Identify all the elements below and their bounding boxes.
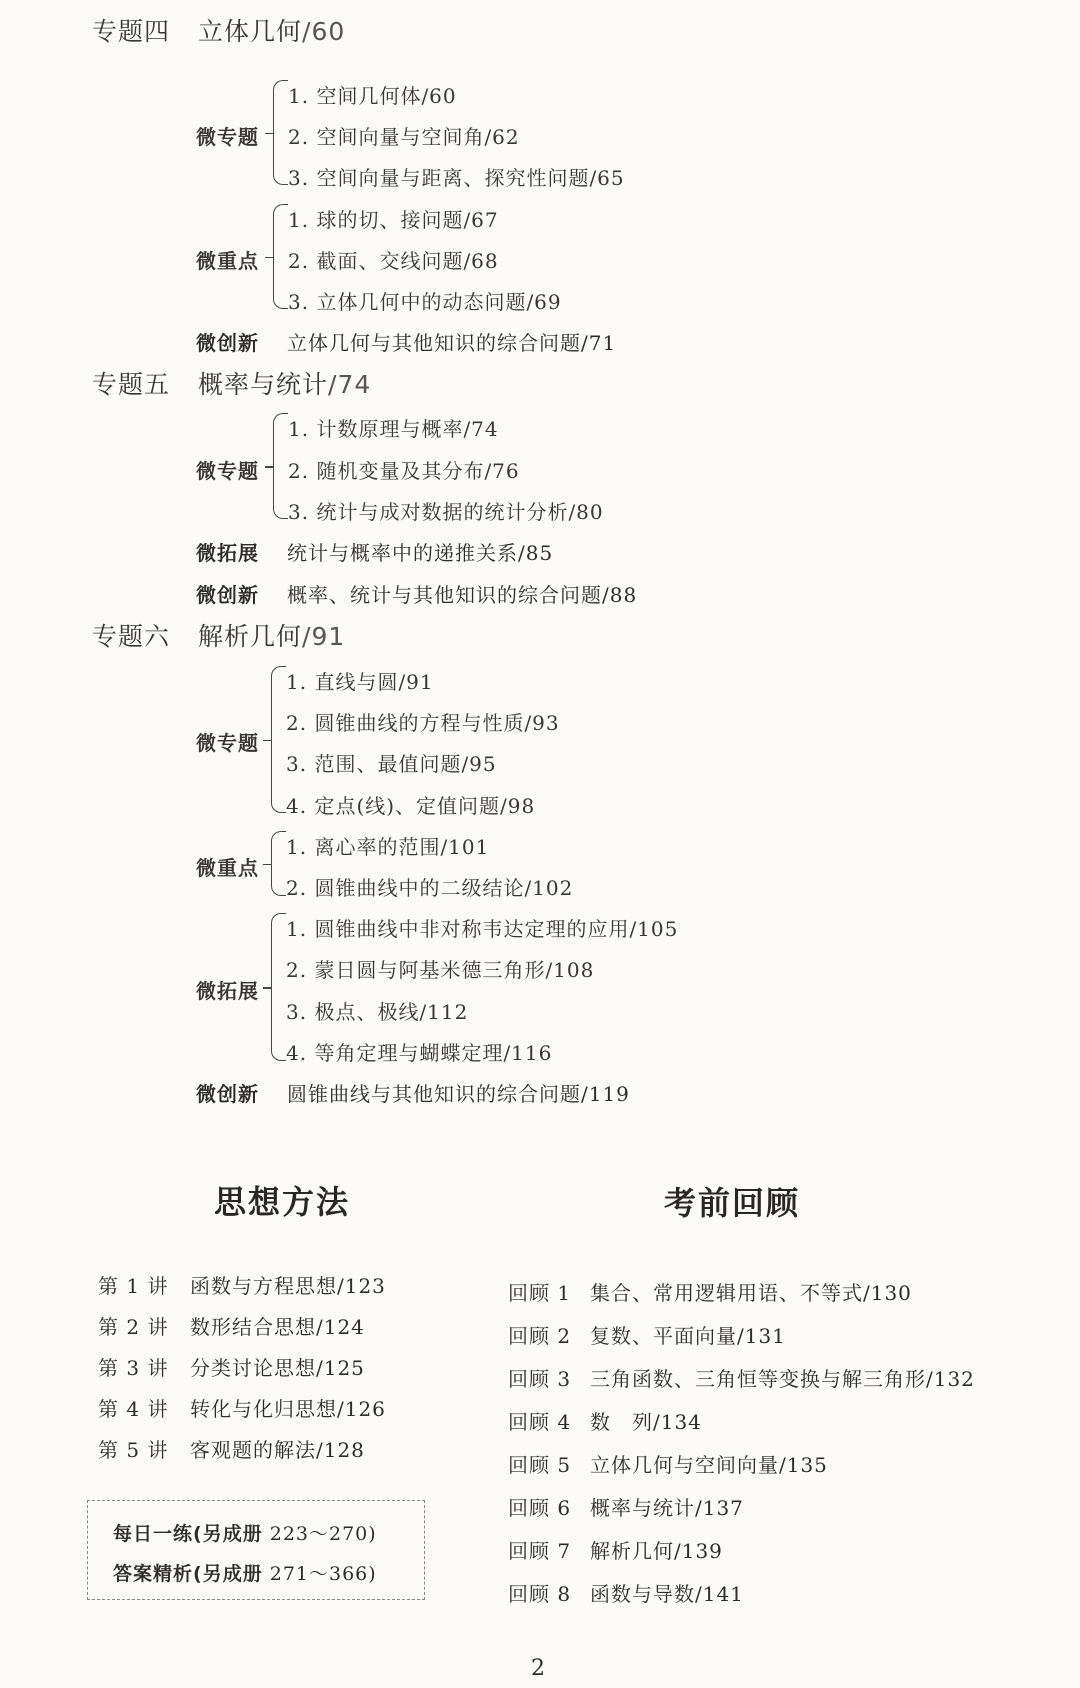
toc-item: 1. 圆锥曲线中非对称韦达定理的应用/105 [286, 917, 679, 941]
lecture-row [98, 1393, 386, 1422]
toc-item: 1. 离心率的范围/101 [286, 835, 490, 859]
group-label: 微专题 [196, 731, 259, 755]
review-title: 解析几何/139 [590, 1539, 723, 1563]
answer-line [113, 1559, 377, 1586]
review-row [508, 1406, 702, 1435]
group-label: 微重点 [196, 856, 259, 880]
toc-item: 4. 定点(线)、定值问题/98 [286, 794, 536, 818]
review-title: 立体几何与空间向量/135 [590, 1453, 828, 1477]
lecture-number: 第 5 讲 [98, 1438, 169, 1462]
toc-item: 4. 等角定理与蝴蝶定理/116 [286, 1041, 553, 1065]
toc-item-text: 圆锥曲线与其他知识的综合问题/119 [287, 1082, 630, 1106]
group-label: 微拓展 [196, 541, 259, 565]
supplement-box [87, 1500, 425, 1600]
toc-item: 2. 圆锥曲线的方程与性质/93 [286, 711, 560, 735]
review-number: 回顾 4 [508, 1410, 572, 1434]
group-label: 微拓展 [196, 979, 259, 1003]
toc-single-item [196, 1078, 630, 1107]
lecture-title: 函数与方程思想/123 [190, 1274, 386, 1298]
toc-item: 2. 随机变量及其分布/76 [288, 459, 520, 483]
answer-rest: (另成册 [193, 1563, 263, 1585]
toc-item-text: 立体几何与其他知识的综合问题/71 [287, 331, 617, 355]
page-number: 2 [531, 1656, 545, 1681]
review-heading: 考前回顾 [664, 1184, 801, 1222]
review-title: 概率与统计/137 [590, 1496, 744, 1520]
group-label: 微重点 [196, 249, 259, 273]
toc-item: 2. 圆锥曲线中的二级结论/102 [286, 876, 574, 900]
toc-single-item [196, 327, 616, 356]
lecture-number: 第 1 讲 [98, 1274, 169, 1298]
review-row [508, 1277, 912, 1306]
review-title: 复数、平面向量/131 [590, 1324, 786, 1348]
review-number: 回顾 6 [508, 1496, 572, 1520]
toc-item: 2. 蒙日圆与阿基米德三角形/108 [286, 958, 595, 982]
brace [271, 913, 286, 1061]
toc-item-text: 概率、统计与其他知识的综合问题/88 [287, 583, 638, 607]
topic-page: /74 [328, 370, 372, 399]
review-title: 函数与导数/141 [590, 1582, 744, 1606]
review-title: 三角函数、三角恒等变换与解三角形/132 [590, 1367, 975, 1391]
toc-single-item [196, 537, 553, 566]
review-number: 回顾 8 [508, 1582, 572, 1606]
toc-item: 2. 空间向量与空间角/62 [288, 125, 520, 149]
lecture-title: 分类讨论思想/125 [190, 1356, 365, 1380]
daily-label: 每日一练 [113, 1523, 194, 1545]
brace [271, 831, 286, 896]
answer-label: 答案精析 [113, 1563, 194, 1585]
topic-page: /60 [302, 17, 346, 46]
methods-heading: 思想方法 [214, 1183, 351, 1221]
topic-title: 立体几何 [198, 17, 303, 46]
review-number: 回顾 3 [508, 1367, 572, 1391]
toc-item: 3. 空间向量与距离、探究性问题/65 [288, 166, 625, 190]
toc-item: 1. 直线与圆/91 [286, 670, 434, 694]
brace [273, 80, 288, 185]
toc-item-text: 统计与概率中的递推关系/85 [287, 541, 554, 565]
toc-item: 3. 统计与成对数据的统计分析/80 [288, 500, 604, 524]
lecture-row [98, 1434, 365, 1463]
review-row [508, 1320, 786, 1349]
toc-item: 3. 范围、最值问题/95 [286, 752, 497, 776]
answer-pages: 271～366) [262, 1563, 377, 1585]
group-label: 微专题 [196, 459, 259, 483]
group-label: 微创新 [196, 331, 259, 355]
lecture-row [98, 1311, 365, 1340]
brace [273, 413, 288, 519]
review-number: 回顾 1 [508, 1281, 572, 1305]
toc-item: 3. 极点、极线/112 [286, 1000, 469, 1024]
topic-5-heading [92, 365, 371, 401]
topic-4-heading [92, 12, 345, 48]
toc-item: 1. 球的切、接问题/67 [288, 208, 499, 232]
topic-number: 专题四 [92, 17, 171, 46]
review-row [508, 1449, 828, 1478]
review-row [508, 1535, 723, 1564]
daily-rest: (另成册 [193, 1523, 263, 1545]
topic-6-heading [92, 617, 345, 653]
group-label: 微专题 [196, 125, 259, 149]
lecture-number: 第 2 讲 [98, 1315, 169, 1339]
review-number: 回顾 5 [508, 1453, 572, 1477]
review-number: 回顾 7 [508, 1539, 572, 1563]
brace [273, 204, 288, 309]
topic-page: /91 [302, 622, 346, 651]
topic-number: 专题六 [92, 622, 171, 651]
brace [271, 666, 286, 813]
review-row [508, 1578, 744, 1607]
toc-item: 2. 截面、交线问题/68 [288, 249, 499, 273]
lecture-row [98, 1352, 365, 1381]
review-number: 回顾 2 [508, 1324, 572, 1348]
review-title: 数 列/134 [590, 1410, 702, 1434]
group-label: 微创新 [196, 583, 259, 607]
daily-pages: 223～270) [262, 1523, 377, 1545]
daily-practice-line [113, 1519, 377, 1546]
toc-item: 3. 立体几何中的动态问题/69 [288, 290, 562, 314]
lecture-title: 客观题的解法/128 [190, 1438, 365, 1462]
toc-single-item [196, 579, 637, 608]
review-row [508, 1363, 975, 1392]
lecture-row [98, 1270, 386, 1299]
lecture-title: 转化与化归思想/126 [190, 1397, 386, 1421]
review-title: 集合、常用逻辑用语、不等式/130 [590, 1281, 912, 1305]
lecture-number: 第 4 讲 [98, 1397, 169, 1421]
lecture-number: 第 3 讲 [98, 1356, 169, 1380]
review-row [508, 1492, 744, 1521]
lecture-title: 数形结合思想/124 [190, 1315, 365, 1339]
topic-number: 专题五 [92, 370, 171, 399]
toc-item: 1. 空间几何体/60 [288, 84, 457, 108]
group-label: 微创新 [196, 1082, 259, 1106]
topic-title: 概率与统计 [198, 370, 329, 399]
toc-item: 1. 计数原理与概率/74 [288, 417, 499, 441]
topic-title: 解析几何 [198, 622, 303, 651]
